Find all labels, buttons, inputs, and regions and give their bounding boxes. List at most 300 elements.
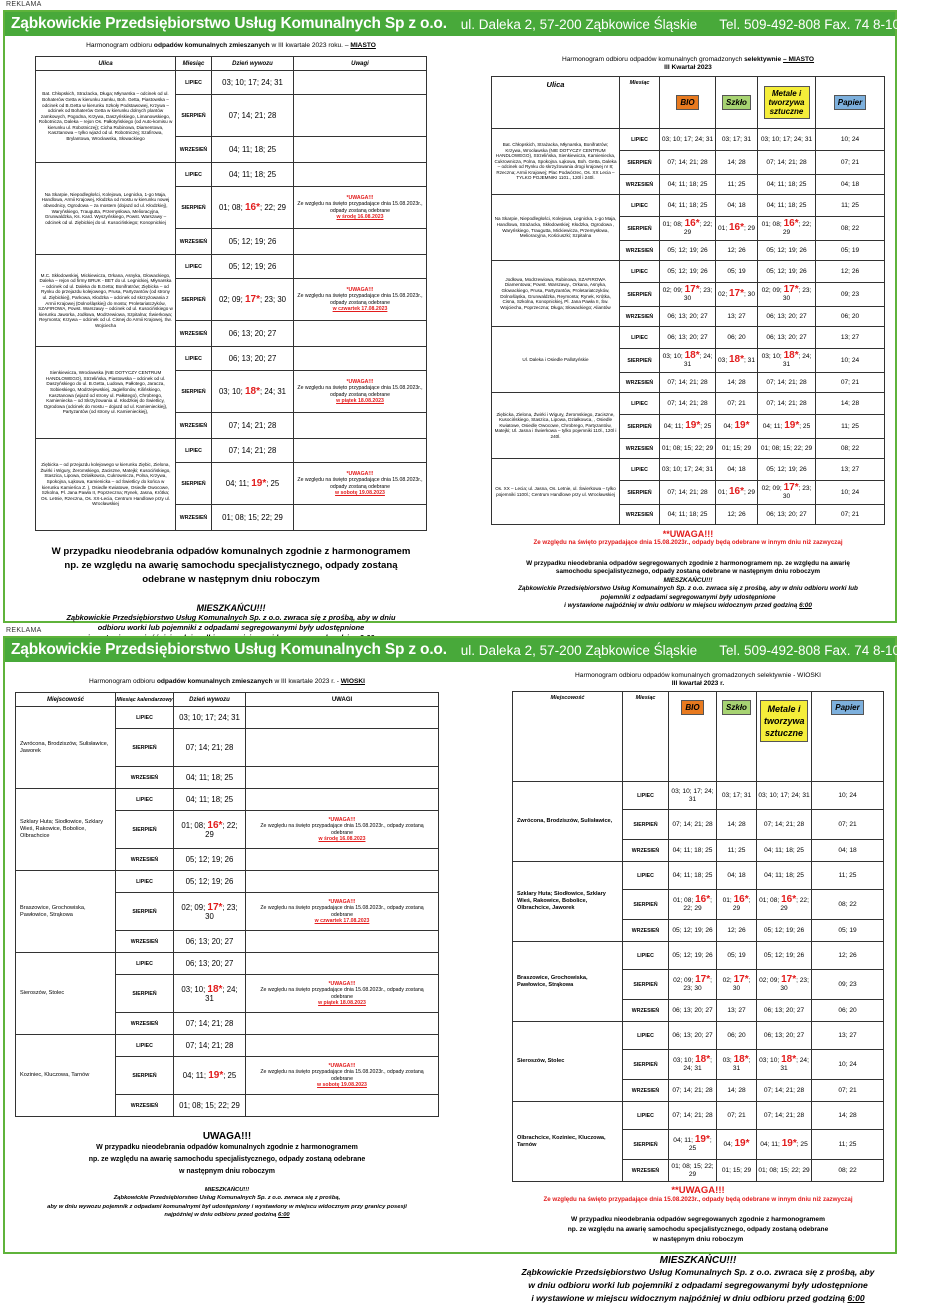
paper-days (812, 890, 884, 920)
holiday-date: 19* (208, 1070, 224, 1081)
month-cell: SIERPIEŃ (116, 1057, 174, 1095)
holiday-date: 19* (734, 1138, 750, 1150)
holiday-date: 19* (734, 420, 750, 432)
days-text: 05; 12; 19; 26 (672, 926, 713, 934)
days-text: 07; 21 (838, 820, 857, 828)
metal-days (758, 349, 816, 373)
holiday-date: 16* (783, 218, 799, 230)
days-text: 06; 13; 20; 27 (667, 312, 708, 320)
days-text: 02; 09; (673, 977, 694, 985)
month-cell: WRZESIEŃ (623, 1160, 669, 1182)
table-row (36, 347, 427, 371)
col-header: Miesiąc kalendarzowy (116, 693, 174, 707)
holiday-date: 16* (729, 222, 745, 234)
glass-days (716, 481, 758, 505)
pickup-days (212, 137, 294, 163)
metal-days (758, 459, 816, 481)
bio-days (669, 782, 717, 810)
glass-days (717, 1130, 757, 1160)
street-list: Na Skarpie, Niepodległości, Kolejowa, Legnicka, 1-go Maja, Handlowa, Armii Krajowej, Kłodzka od mostu w kierunku nowej obwodnicy, Ogrodowa – za mostem (dojazd od ul. Kłodzkiej), Waryńskiego, Traugutta, Przemysłowa, Melioracyjna, Grunwaldzka, Ks. Kard. Wyszyńskiego, Powst. Warszawy – odcinek od ul. Ziębickiej do ul. Kusocińskiego; Konopnickiej (36, 163, 176, 255)
wioski-sel-warning: **UWAGA!!! Ze względu na święto przypadające dnia 15.08.2023r., odpady będą odebrane w innym dniu niż zazwyczaj (543, 1185, 853, 1203)
street-list: Bat. Chłopskich, Strażacka, Młynarska, Bonifratrów; Krzywa, Wrocławska (NIE DOTYCZY CENTRUM HANDLOWEGO), Strzelińska, Sienkiewicza, Kamieniecka, Cukrownicza, Polna, Spokojna. Łąkowa, Boh. Getta, Daleka – odcinek od Rynku do skrzyżowania drogi krajowej nr 8; Rzeczna; Armii Krajowej; Plac Podwórzec, Os. XX Lecia – TYLKO POJEMNIKI 1101., 120l i 240l. (492, 129, 620, 195)
bio-days (660, 415, 716, 439)
col-header: UWAGI (246, 693, 439, 707)
note-cell (246, 1095, 439, 1117)
days-text: 03; 10; 17; 24; 31 (758, 791, 810, 799)
note-cell (246, 1035, 439, 1057)
days-text: ; 23; 30 (683, 977, 712, 992)
col-header: Dzień wywozu (212, 57, 294, 71)
days-text: 04; 11; 18; 25 (185, 773, 234, 782)
month-cell: WRZESIEŃ (623, 840, 669, 862)
days-text: 04; 18 (727, 871, 746, 879)
days-text: 07; 14; 21; 28 (672, 820, 713, 828)
days-text: ; 22; 29 (205, 820, 238, 839)
table-row (16, 871, 439, 893)
col-header-place: Miejscowość (513, 692, 623, 782)
paper-days (816, 129, 885, 151)
place-name: Szklary Huta; Siodłowice, Szklary Wieś, Rakowice, Bobolice, Olbrachcice, Jaworek (513, 862, 623, 942)
place-name: Koziniec, Kluczowa, Tarnów (16, 1035, 116, 1117)
miasto-sel-warning: **UWAGA!!! Ze względu na święto przypadające dnia 15.08.2023r., odpady będą odebrane w innym dniu niż zazwyczaj (533, 529, 843, 546)
paper-days (812, 1160, 884, 1182)
glass-days (717, 1080, 757, 1102)
street-list: M.C. Skłodowskiej, Mickiewicza, Orkana, Asnyka, Głowackiego, Daleka – rejon od firmy BRUK - BET do ul. Legnickiej, Młynarska – odcinek od ul. Daleka do B.Getta; Bonifratrów; Ziębicka – od Rynku do przejazdu kolejowego, Prusa, Partyzantów (od strony ul. Ziębickiej), Parkowa, Kłodzka – odcinek od skrzyżowania z Armii Krajowej (Dolnośląskiej) do mostu; Proletariatczyków, SZAFIROWA, Powst. Warszawy – odcinek od ul. Kusocińskiego w kierunku Jaworka, Jodłowa, Modrzewiowa, Szpitalna; Świerkowa; Reymonta; Krzywa – odcinek od ul. Cisnej do Armii Krajowej, Św. Wojciecha (36, 255, 176, 347)
days-text: 14; 28 (840, 399, 860, 407)
street-list: Na Skarpie, Niepodległości, Kolejowa, Legnicka, 1-go Maja, Handlowa, Strażacka, Skłodowskiej; Kłodzka, Ogrodowa , Waryńskiego, Traugutta, Mickiewicza, Przemysłowa, Melioracyjna, Kościuszki; Szpitalna (492, 195, 620, 261)
days-text: ; 31 (744, 357, 756, 365)
days-text: 05; 12; 19; 26 (185, 855, 234, 864)
metal-days (758, 327, 816, 349)
days-text: 01; 15; 29 (721, 1166, 752, 1174)
metal-days (758, 481, 816, 505)
month-cell: LIPIEC (620, 459, 660, 481)
days-text: 07; 14; 21; 28 (763, 1111, 805, 1119)
days-text: ; 23; 30 (260, 295, 287, 304)
glass-days (717, 1050, 757, 1080)
glass-days (716, 373, 758, 393)
holiday-date: 17* (783, 482, 799, 494)
days-text: 04; (723, 1141, 733, 1149)
days-text: 05; 19 (727, 267, 746, 275)
holiday-date: 18* (781, 1054, 797, 1066)
paper-days (812, 782, 884, 810)
bio-days (669, 920, 717, 942)
days-text: 04; 18 (727, 201, 746, 209)
miasto-mixed-notice: W przypadku nieodebrania odpadów komunalnych zgodnie z harmonogramem np. ze względu na awarię samochodu specjalistycznego, odpady zostaną odebrane w następnym dniu roboczym (51, 546, 411, 585)
col-header-street: Ulica (492, 77, 620, 129)
miasto-sel-table (491, 76, 885, 525)
note-cell (294, 347, 427, 371)
pickup-days (174, 789, 246, 811)
metal-days (757, 1160, 812, 1182)
days-text: 04; 11; 18; 25 (228, 145, 277, 154)
miasto-mixed-section (35, 42, 427, 643)
days-text: 06; 13; 20; 27 (185, 959, 234, 968)
note-date: w sobotę 19.08.2023 (317, 1081, 367, 1088)
days-text: 03; 10; 17; 24; 31 (661, 135, 714, 143)
paper-days (812, 1000, 884, 1022)
days-text: 06; 13; 20; 27 (766, 312, 807, 320)
paper-days (816, 459, 885, 481)
days-text: 13; 27 (838, 1031, 857, 1039)
days-text: 10; 24 (838, 1060, 857, 1068)
holiday-date: 19* (694, 1134, 710, 1146)
pickup-days (174, 931, 246, 953)
pickup-days (174, 871, 246, 893)
reklama-label: REKLAMA (6, 1, 42, 8)
place-name: Szklary Huta; Siodłowice, Szklary Wieś, Rakowice, Bobolice, Olbrachcice (16, 789, 116, 871)
month-cell: LIPIEC (116, 1035, 174, 1057)
pickup-days (212, 255, 294, 279)
days-text: 06; 13; 20; 27 (763, 1031, 805, 1039)
month-cell: LIPIEC (623, 862, 669, 890)
table-row (16, 1035, 439, 1057)
glass-days (717, 840, 757, 862)
glass-days (717, 862, 757, 890)
bio-days (669, 1160, 717, 1182)
note-cell (294, 95, 427, 137)
days-text: 12; 26 (840, 267, 860, 275)
holiday-date: 16* (781, 894, 797, 906)
note-warning: *UWAGA!!! (346, 195, 374, 202)
table-header-row (36, 57, 427, 71)
paper-days (816, 195, 885, 217)
pickup-days (174, 767, 246, 789)
glass-days (716, 439, 758, 459)
days-text: ; 25 (223, 1071, 237, 1080)
days-text: 07; 14; 21; 28 (185, 743, 234, 752)
holiday-date: 16* (729, 486, 745, 498)
place-name: Braszowice, Grochowiska, Pawłowice, Strąkowa (16, 871, 116, 953)
holiday-date: 18* (729, 354, 745, 366)
days-text: 06; 13; 20; 27 (185, 937, 234, 946)
bio-days (660, 283, 716, 307)
metal-days (757, 1000, 812, 1022)
paper-days (816, 505, 885, 525)
days-text: 02; 09; (218, 295, 243, 304)
glass-days (716, 241, 758, 261)
col-header-bio: BIO (660, 77, 716, 129)
pickup-days (174, 849, 246, 871)
table-row (492, 459, 885, 481)
table-row (36, 255, 427, 279)
reklama-label: REKLAMA (6, 627, 42, 634)
table-header-row (16, 693, 439, 707)
month-cell: SIERPIEŃ (620, 217, 660, 241)
days-text: ; 24; 31 (260, 387, 287, 396)
month-cell: WRZESIEŃ (620, 505, 660, 525)
paper-days (816, 393, 885, 415)
bio-days (669, 1000, 717, 1022)
month-cell: LIPIEC (116, 953, 174, 975)
holiday-date: 16* (695, 894, 711, 906)
bio-days (660, 393, 716, 415)
note-cell (294, 255, 427, 279)
table-row (492, 393, 885, 415)
days-text: ; 23; 30 (782, 485, 812, 500)
days-text: 11; 25 (841, 422, 859, 430)
days-text: 01; (722, 897, 732, 905)
col-header-glass: Szkło (716, 77, 758, 129)
table-row (513, 782, 884, 810)
days-text: 03; 17; 31 (721, 135, 752, 143)
days-text: 06; 13; 20; 27 (672, 1031, 713, 1039)
note-cell (246, 871, 439, 893)
metal-days (758, 217, 816, 241)
days-text: 03; 10; (673, 1057, 694, 1065)
note-cell (294, 413, 427, 439)
paper-days (816, 175, 885, 195)
miasto-sel-notice: W przypadku nieodebrania odpadów segregowanych zgodnie z harmonogramem np. ze względu na awarię samochodu specjalistycznego, odpady zostaną odebrane w następnym dniu roboczym MIESZKAŃCU!!! Ząbkowickie Przedsiębiorstwo Usług Komunalnych Sp. z o.o. zwraca się z prośbą, aby w dniu odbioru worki lub pojemniki z odpadami segregowanymi były udostępnione i wystawione najpóźniej w dniu odbioru w miejscu widocznym przed godziną 6:00 (518, 560, 858, 610)
note-warning: *UWAGA!!! (328, 981, 356, 988)
days-text: 05; 19 (727, 951, 746, 959)
month-cell: SIERPIEŃ (176, 279, 212, 321)
note-cell (246, 1013, 439, 1035)
pickup-days (212, 505, 294, 531)
holiday-date: 18* (695, 1054, 711, 1066)
note-text: Ze względu na święto przypadające dnia 15.08.2023r., odpady zostaną odebrane (297, 477, 423, 490)
days-text: 14; 28 (727, 158, 746, 166)
street-list: Os. XX – Lecia; ul. Jasna, Os. Letnie, ul. Świerkowa – tylko pojemniki 1100l.; Centrum Handlowe przy ul. Wrocławskiej (492, 459, 620, 525)
paper-days (812, 920, 884, 942)
paper-days (812, 810, 884, 840)
days-text: 10; 24 (838, 791, 857, 799)
days-text: 07; 14; 21; 28 (672, 1086, 713, 1094)
note-warning: *UWAGA!!! (346, 471, 374, 478)
wioski-mixed-notice: UWAGA!!! W przypadku nieodebrania odpadów komunalnych zgodnie z harmonogramem np. ze względu na awarię samochodu specjalistycznego, odpady zostaną odebrane w następnym dniu roboczym (88, 1131, 366, 1175)
days-text: ; 23; 30 (782, 287, 812, 302)
wioski-sel-title: Harmonogram odbioru odpadów komunalnych gromadzonych selektywnie - WIOSKI III kwartał 2023 r. (575, 672, 821, 687)
ad-header (5, 638, 935, 662)
days-text: 13; 27 (727, 1006, 746, 1014)
paper-days (816, 307, 885, 327)
table-row (16, 789, 439, 811)
days-text: 04; 11; (673, 1137, 693, 1145)
days-text: 11; 25 (838, 871, 857, 879)
days-text: 07; 21 (840, 378, 860, 386)
col-header: Uwagi (294, 57, 427, 71)
days-text: 05; 12; 19; 26 (667, 267, 708, 275)
table-row (36, 163, 427, 187)
table-row (16, 953, 439, 975)
days-text: 14; 28 (727, 378, 746, 386)
table-row (492, 261, 885, 283)
days-text: 14; 28 (727, 1086, 746, 1094)
days-text: 04; 18 (840, 180, 860, 188)
glass-days (717, 942, 757, 970)
days-text: 12; 26 (838, 951, 857, 959)
pickup-days (174, 953, 246, 975)
note-cell (246, 849, 439, 871)
pickup-days (212, 187, 294, 229)
glass-days (716, 327, 758, 349)
note-cell (246, 789, 439, 811)
days-text: 03; 10; (218, 387, 243, 396)
metal-days (757, 782, 812, 810)
holiday-date: 18* (684, 350, 700, 362)
miasto-mixed-resident-text: Ząbkowickie Przedsiębiorstwo Usług Komunalnych Sp. z o.o. zwraca się z prośbą, aby w dniu odbioru worki lub pojemniki z odpadami segregowanymi były udostępnione (66, 613, 396, 632)
wioski-sel-section (512, 672, 884, 1305)
note-text: Ze względu na święto przypadające dnia 15.08.2023r., odpady zostaną odebrane (260, 987, 424, 1000)
company-name: Ząbkowickie Przedsiębiorstwo Usług Komunalnych Sp z o.o. (11, 641, 447, 658)
days-text: 09; 23 (840, 290, 860, 298)
holiday-date: 18* (783, 350, 799, 362)
holiday-date: 17* (207, 901, 223, 913)
days-text: 03; 10; (181, 984, 206, 994)
month-cell: LIPIEC (623, 1102, 669, 1130)
days-text: 03; (722, 1057, 732, 1065)
days-text: 07; 14; 21; 28 (228, 111, 277, 120)
pickup-days (174, 975, 246, 1013)
days-text: 04; 18 (727, 465, 746, 473)
place-name: Zwrócona, Brodziszów, Sulisławice, Jaworek (16, 707, 116, 789)
month-cell: SIERPIEŃ (116, 975, 174, 1013)
wioski-mixed-section (15, 678, 439, 1220)
days-text: 01; 08; (761, 221, 782, 229)
pickup-days (174, 1057, 246, 1095)
days-text: 01; 08; 15; 22; 29 (222, 513, 283, 522)
days-text: 04; 11; 18; 25 (766, 180, 807, 188)
pickup-days (212, 413, 294, 439)
days-text: ; 22; 29 (683, 221, 713, 236)
street-list: Ul. Daleka i Osiedle Pallotyńskie (492, 327, 620, 393)
glass-days (716, 129, 758, 151)
days-text: ; 23; 30 (205, 902, 238, 921)
days-text: 11; 25 (838, 1140, 857, 1148)
pickup-days (174, 707, 246, 729)
days-text: 07; 14; 21; 28 (667, 399, 708, 407)
days-text: 05; 12; 19; 26 (766, 465, 807, 473)
days-text: 02; 09; (759, 977, 780, 985)
days-text: 06; 20 (727, 333, 746, 341)
table-row (513, 1102, 884, 1130)
days-text: 08; 22 (840, 224, 860, 232)
month-cell: LIPIEC (623, 782, 669, 810)
month-cell: LIPIEC (176, 71, 212, 95)
days-text: 04; 11; 18; 25 (672, 871, 713, 879)
metal-days (758, 505, 816, 525)
paper-days (812, 1080, 884, 1102)
days-text: 07; 14; 21; 28 (667, 488, 708, 496)
month-cell: WRZESIEŃ (176, 137, 212, 163)
company-phone: Tel. 509-492-808 Fax. 74 8-100-328 (719, 642, 935, 658)
pickup-days (212, 463, 294, 505)
metal-days (757, 942, 812, 970)
days-text: 07; 14; 21; 28 (185, 1019, 234, 1028)
ad-header (5, 12, 935, 36)
glass-days (716, 459, 758, 481)
days-text: 06; 20 (727, 1031, 746, 1039)
month-cell: WRZESIEŃ (620, 307, 660, 327)
days-text: 06; 13; 20; 27 (672, 1006, 713, 1014)
glass-days (716, 307, 758, 327)
glass-days (717, 1022, 757, 1050)
days-text: 05; 12; 19; 26 (228, 237, 277, 246)
glass-days (716, 415, 758, 439)
bio-days (660, 261, 716, 283)
month-cell: LIPIEC (176, 163, 212, 187)
holiday-date: 17* (729, 288, 745, 300)
pickup-days (174, 1013, 246, 1035)
days-text: 05; 12; 19; 26 (763, 951, 805, 959)
paper-days (812, 1022, 884, 1050)
month-cell: WRZESIEŃ (623, 1080, 669, 1102)
days-text: 06; 13; 20; 27 (763, 1006, 805, 1014)
days-text: 04; 11; (225, 479, 250, 488)
days-text: 05; 12; 19; 26 (763, 926, 805, 934)
days-text: 01; (717, 225, 728, 233)
table-header-row (492, 77, 885, 129)
days-text: 14; 28 (727, 820, 746, 828)
paper-days (816, 151, 885, 175)
days-text: 07; 21 (727, 399, 746, 407)
holiday-date: 19* (784, 420, 800, 432)
days-text: 11; 25 (727, 180, 746, 188)
metal-days (757, 890, 812, 920)
col-header-paper: Papier (816, 77, 885, 129)
bio-days (669, 970, 717, 1000)
days-text: 06; 13; 20; 27 (766, 333, 807, 341)
month-cell: LIPIEC (116, 789, 174, 811)
ad-bottom (3, 636, 935, 1303)
holiday-date: 18* (207, 983, 223, 995)
note-cell (246, 1057, 439, 1095)
month-cell: SIERPIEŃ (620, 481, 660, 505)
holiday-date: 17* (733, 974, 749, 986)
days-text: ; 22; 29 (683, 897, 712, 912)
glass-days (717, 810, 757, 840)
month-cell: WRZESIEŃ (620, 373, 660, 393)
note-cell (294, 463, 427, 505)
table-row (492, 129, 885, 151)
wioski-mixed-resident: MIESZKAŃCU!!! Ząbkowickie Przedsiębiorstwo Usług Komunalnych Sp. z o.o. zwraca się z prośbą, aby w dniu wywozu pojemnik z odpadami komunalnymi był udostępniony i wystawiony w miejscu widocznym przy granicy posesji najpóźniej w dniu odbioru przed godziną 6:00 (47, 1187, 407, 1219)
company-address: ul. Daleka 2, 57-200 Ząbkowice Śląskie (460, 16, 698, 32)
note-text: Ze względu na święto przypadające dnia 15.08.2023r., odpady zostaną odebrane (260, 905, 424, 918)
month-cell: LIPIEC (620, 393, 660, 415)
col-header-bio: BIO (669, 692, 717, 782)
note-cell (246, 729, 439, 767)
paper-days (812, 942, 884, 970)
days-text: 02; 09; (761, 485, 782, 493)
glass-days (716, 217, 758, 241)
paper-days (816, 439, 885, 459)
glass-days (716, 283, 758, 307)
days-text: 12; 26 (727, 926, 746, 934)
days-text: 12; 26 (727, 510, 746, 518)
paper-days (816, 241, 885, 261)
miasto-sel-section (491, 56, 885, 610)
month-cell: WRZESIEŃ (116, 931, 174, 953)
place-name: Zwrócona, Brodziszów, Sulisławice, (513, 782, 623, 862)
bio-days (669, 890, 717, 920)
pickup-days (174, 1035, 246, 1057)
pickup-days (212, 229, 294, 255)
days-text: 07; 14; 21; 28 (228, 421, 277, 430)
note-date: w czwartek 17.08.2023 (332, 305, 388, 312)
days-text: 02; 09; (181, 902, 206, 912)
days-text: ; 24; 31 (782, 353, 812, 368)
month-cell: SIERPIEŃ (620, 151, 660, 175)
month-cell: WRZESIEŃ (620, 175, 660, 195)
col-header: Ulica (36, 57, 176, 71)
bio-days (669, 840, 717, 862)
wioski-mixed-title: Harmonogram odbioru odpadów komunalnych zmieszanych w III kwartale 2023 r. - WIOSKI (89, 678, 365, 685)
metal-days (757, 1102, 812, 1130)
days-text: 10; 24 (840, 356, 860, 364)
month-cell: LIPIEC (176, 439, 212, 463)
note-warning: *UWAGA!!! (328, 1063, 356, 1070)
